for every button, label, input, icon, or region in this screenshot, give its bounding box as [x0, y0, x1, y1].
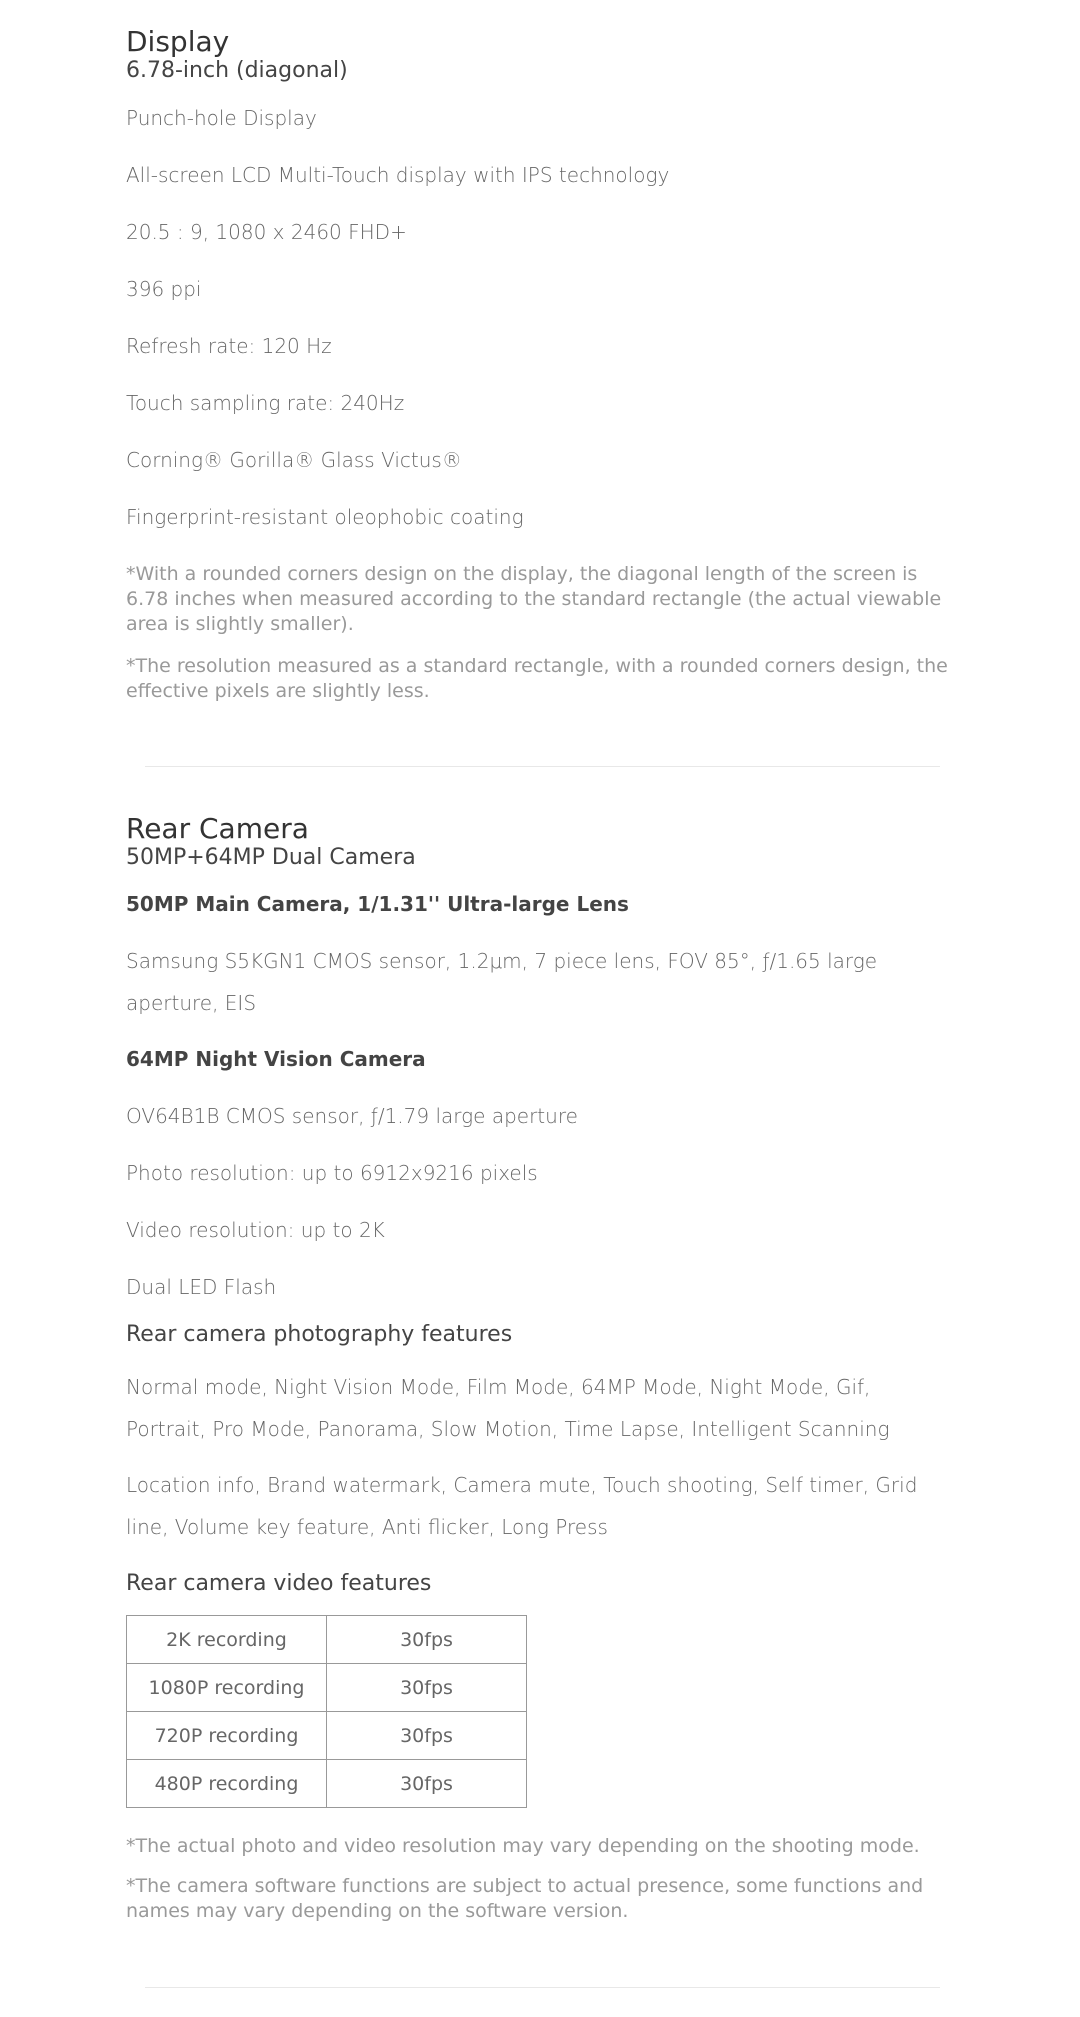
- display-spec: Touch sampling rate: 240Hz: [126, 391, 405, 415]
- section-divider: [145, 766, 940, 767]
- video-mode-cell: 480P recording: [127, 1760, 327, 1808]
- display-spec: All-screen LCD Multi-Touch display with IPS technology: [126, 163, 670, 187]
- main-camera-spec: Samsung S5KGN1 CMOS sensor, 1.2μm, 7 piece lens, FOV 85°, ƒ/1.65 large aperture, EIS: [126, 949, 878, 1015]
- video-fps-cell: 30fps: [327, 1712, 527, 1760]
- display-spec-list: [126, 90, 956, 546]
- night-camera-spec: Video resolution: up to 2K: [126, 1218, 385, 1242]
- photo-features-heading: Rear camera photography features: [126, 1322, 513, 1347]
- display-spec: 396 ppi: [126, 277, 202, 301]
- night-camera-heading: 64MP Night Vision Camera: [126, 1047, 426, 1071]
- table-row: [127, 1712, 527, 1760]
- table-row: [127, 1616, 527, 1664]
- section-divider: [145, 1987, 940, 1988]
- video-features-heading: Rear camera video features: [126, 1571, 432, 1596]
- night-camera-spec-list: [126, 1088, 956, 1316]
- display-subtitle: 6.78-inch (diagonal): [126, 58, 348, 83]
- photo-features-modes: Normal mode, Night Vision Mode, Film Mode, 64MP Mode, Night Mode, Gif, Portrait, Pro Mode, Panorama, Slow Motion, Time Lapse, Intelligent Scanning: [126, 1375, 890, 1441]
- table-row: [127, 1760, 527, 1808]
- night-camera-spec: Photo resolution: up to 6912x9216 pixels: [126, 1161, 538, 1185]
- display-spec: 20.5 : 9, 1080 x 2460 FHD+: [126, 220, 407, 244]
- display-note: *The resolution measured as a standard rectangle, with a rounded corners design, the effective pixels are slightly less.: [126, 655, 948, 702]
- display-spec: Fingerprint-resistant oleophobic coating: [126, 505, 524, 529]
- display-section: [126, 26, 956, 84]
- video-mode-cell: 1080P recording: [127, 1664, 327, 1712]
- photo-features-extras: Location info, Brand watermark, Camera mute, Touch shooting, Self timer, Grid line, Volume key feature, Anti flicker, Long Press: [126, 1473, 918, 1539]
- video-fps-cell: 30fps: [327, 1664, 527, 1712]
- display-title: Display: [126, 25, 230, 58]
- video-features-table: [126, 1615, 527, 1808]
- rear-camera-title: Rear Camera: [126, 812, 309, 845]
- rear-camera-section: [126, 813, 956, 871]
- display-note: *With a rounded corners design on the display, the diagonal length of the screen is 6.78 inches when measured according to the standard rectangle (the actual viewable area is slightly smaller).: [126, 563, 942, 635]
- video-mode-cell: 2K recording: [127, 1616, 327, 1664]
- display-spec: Corning® Gorilla® Glass Victus®: [126, 448, 462, 472]
- rear-camera-subtitle: 50MP+64MP Dual Camera: [126, 845, 416, 870]
- display-spec: Punch-hole Display: [126, 106, 317, 130]
- night-camera-spec: Dual LED Flash: [126, 1275, 277, 1299]
- video-fps-cell: 30fps: [327, 1616, 527, 1664]
- display-spec: Refresh rate: 120 Hz: [126, 334, 332, 358]
- video-mode-cell: 720P recording: [127, 1712, 327, 1760]
- camera-note: *The actual photo and video resolution may vary depending on the shooting mode.: [126, 1835, 920, 1857]
- main-camera-heading: 50MP Main Camera, 1/1.31'' Ultra-large Lens: [126, 892, 629, 916]
- video-fps-cell: 30fps: [327, 1760, 527, 1808]
- camera-note: *The camera software functions are subject to actual presence, some functions and names may vary depending on the software version.: [126, 1875, 924, 1922]
- table-row: [127, 1664, 527, 1712]
- night-camera-spec: OV64B1B CMOS sensor, ƒ/1.79 large aperture: [126, 1104, 578, 1128]
